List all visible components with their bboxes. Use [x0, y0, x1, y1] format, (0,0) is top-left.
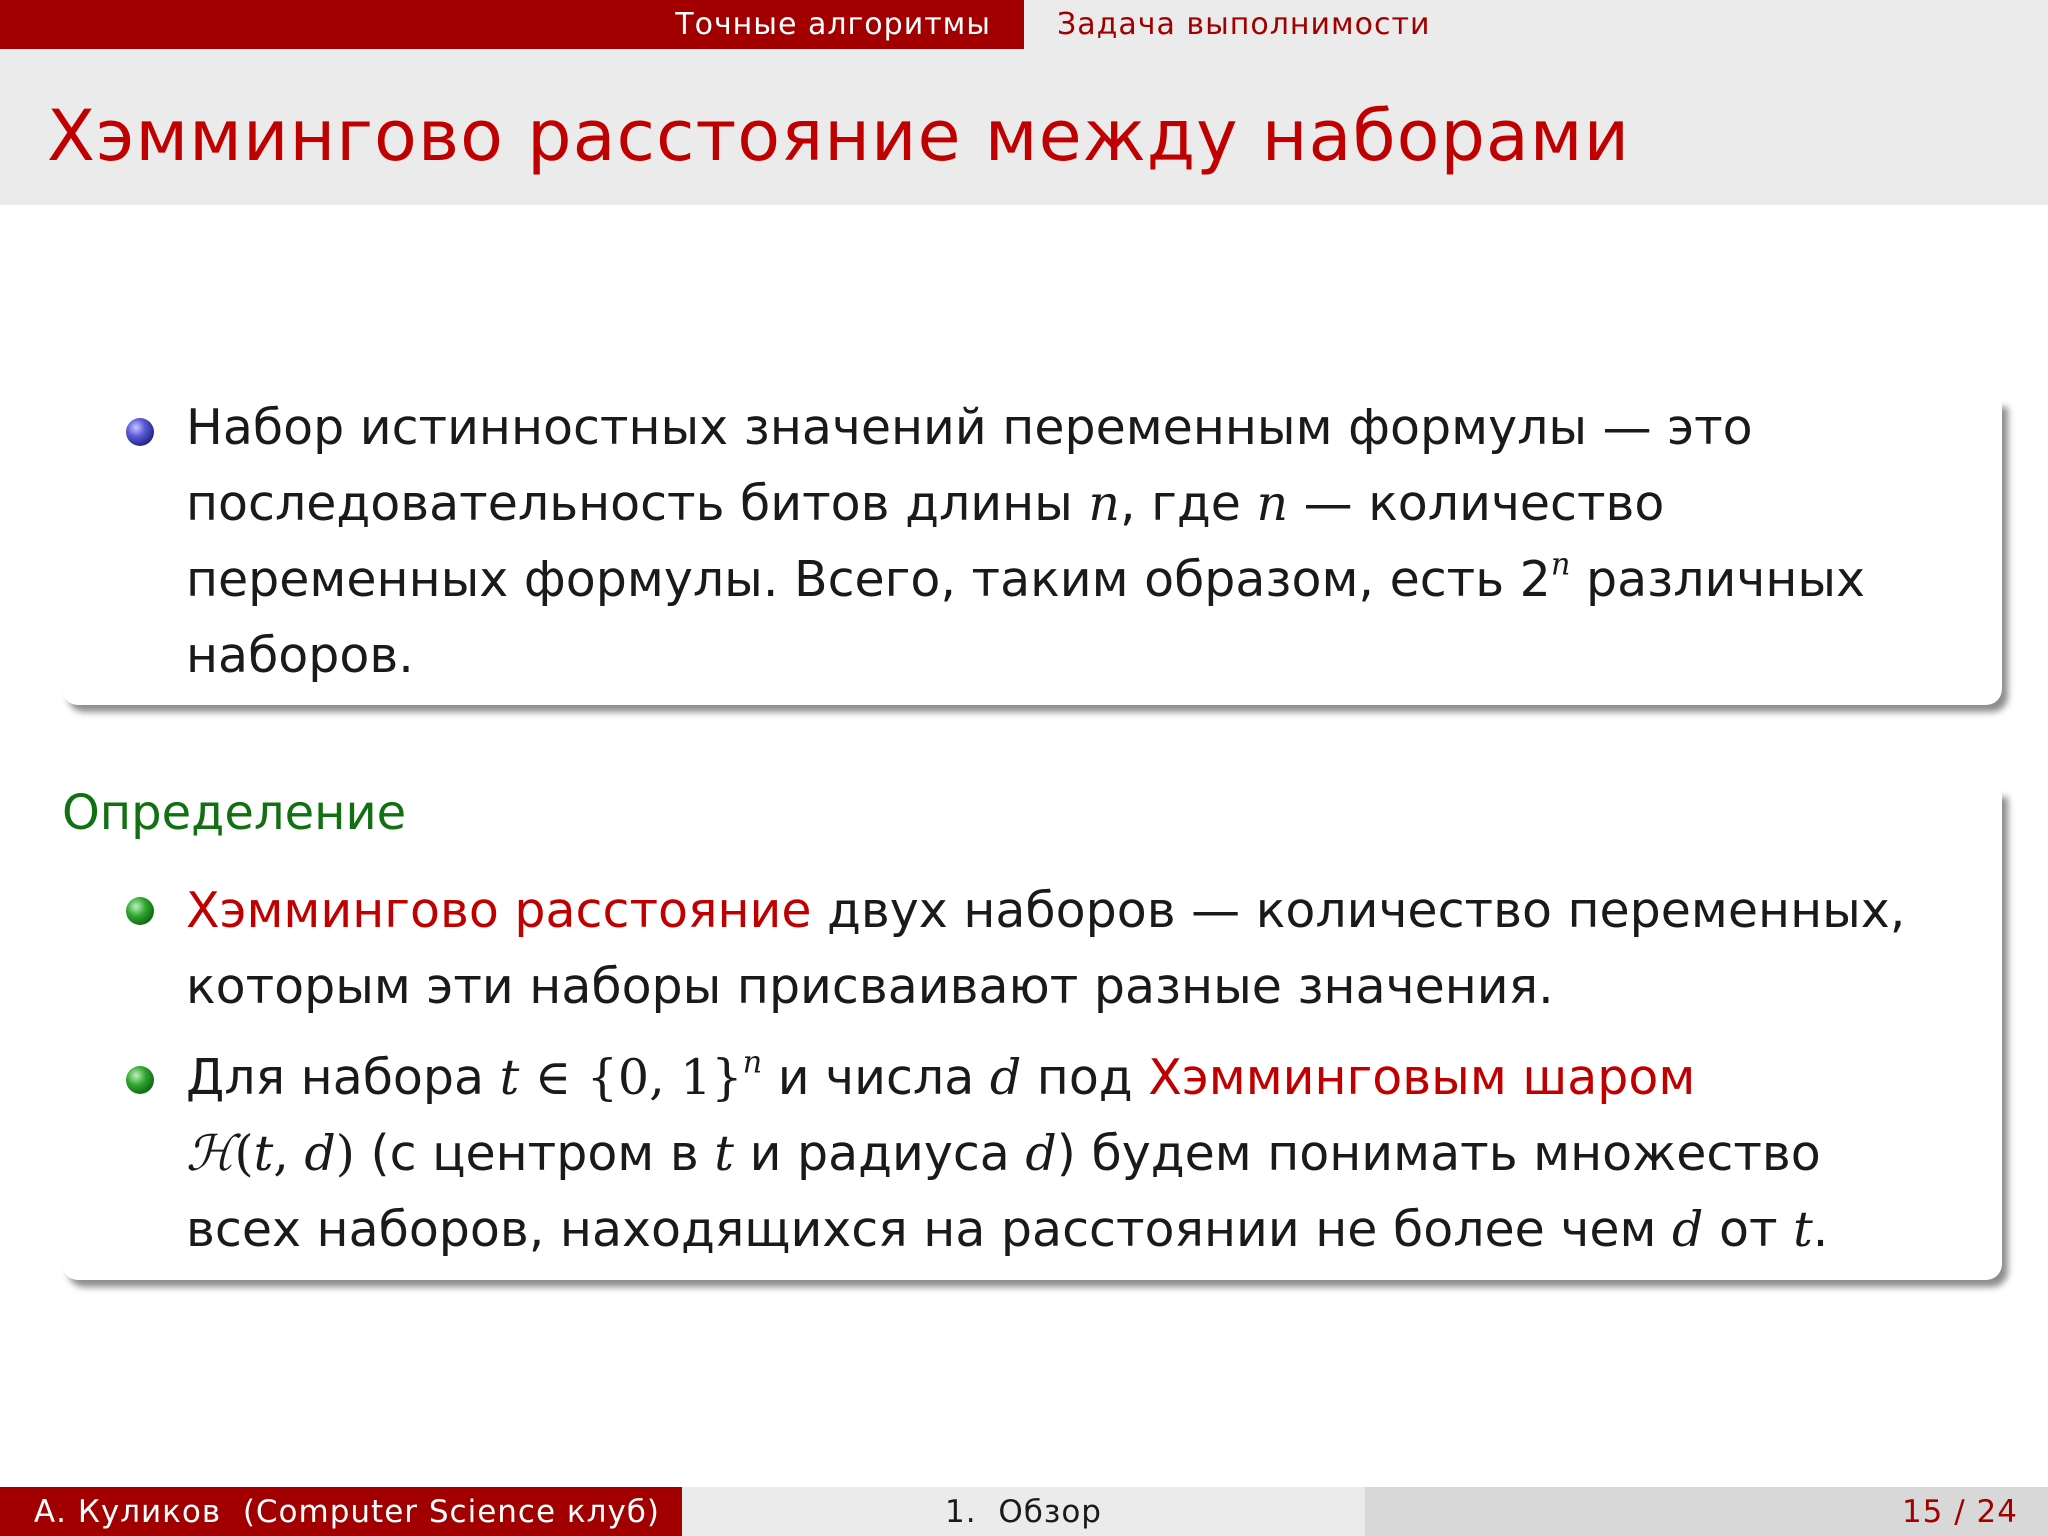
- intro-line-4: наборов.: [186, 627, 414, 684]
- nav-subsection-label: Задача выполнимости: [1057, 7, 1431, 42]
- term-hamming-ball: Хэмминговым шаром: [1148, 1049, 1696, 1106]
- ball-line-1: Для набора t ∈ {0, 1}$^n$ и числа d под Хэмминговым шаром: [186, 1045, 1696, 1106]
- nav-section-link[interactable]: [0, 0, 1024, 49]
- footer-bar: [0, 1487, 2048, 1536]
- ball-line-3: всех наборов, находящихся на расстоянии не более чем d от t.: [186, 1201, 1829, 1258]
- definition-item-ball: [186, 1040, 1986, 1268]
- ball-line-2: ℋ(t, d) (с центром в t и радиуса d) будем понимать множество: [186, 1125, 1821, 1182]
- frame-title-bar: [0, 49, 2048, 205]
- math-var-n: n: [1088, 475, 1120, 532]
- math-set-expression: ∈ {0, 1}: [519, 1049, 743, 1106]
- footer-section: 1. Обзор: [682, 1487, 1365, 1536]
- intro-line-3: переменных формулы. Всего, таким образом, есть 2$^n$ различных: [186, 547, 1866, 608]
- nav-section-label: Точные алгоритмы: [675, 7, 991, 42]
- bullet-icon: [126, 897, 154, 925]
- intro-line-2: последовательность битов длины n, где n — количество: [186, 475, 1665, 532]
- frame-title: Хэммингово расстояние между наборами: [47, 95, 1631, 177]
- math-var-t: t: [499, 1049, 520, 1106]
- term-hamming-distance: Хэммингово расстояние: [186, 882, 812, 939]
- math-var-n: n: [1256, 475, 1289, 532]
- math-var-d: d: [989, 1049, 1022, 1106]
- math-exponent-n: n: [1550, 547, 1571, 583]
- definition-item-distance: [186, 873, 1986, 1025]
- intro-line-1: Набор истинностных значений переменным формулы — это: [186, 399, 1753, 456]
- top-navigation-bar: [0, 0, 2048, 49]
- nav-subsection-link[interactable]: [1024, 0, 2048, 49]
- definition-heading: Определение: [62, 785, 407, 841]
- bullet-icon: [126, 1066, 154, 1094]
- intro-item: [186, 390, 1986, 694]
- definition-line-2: которым эти наборы присваивают разные значения.: [186, 958, 1554, 1015]
- math-script-h: ℋ: [186, 1125, 235, 1182]
- footer-author: А. Куликов (Computer Science клуб): [0, 1487, 682, 1536]
- definition-line-1: Хэммингово расстояние двух наборов — количество переменных,: [186, 882, 1906, 939]
- bullet-icon: [126, 418, 154, 446]
- math-exponent-n: n: [742, 1045, 763, 1081]
- footer-page-number: 15 / 24: [1365, 1487, 2048, 1536]
